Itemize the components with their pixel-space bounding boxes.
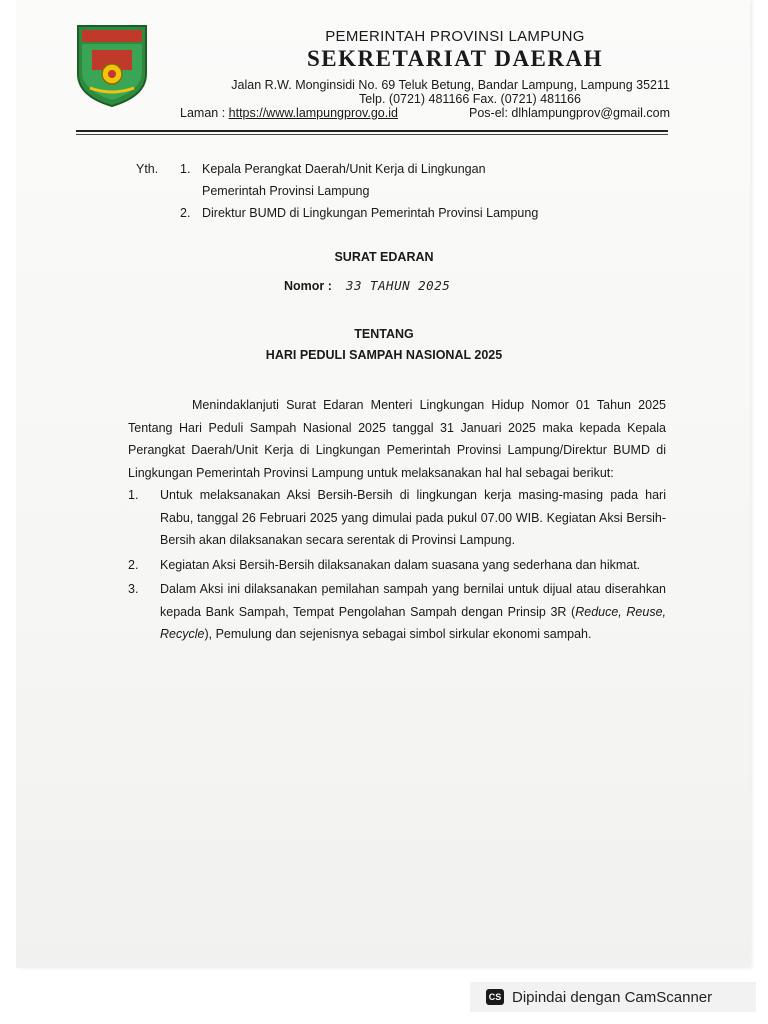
letter-number-label: Nomor : [284, 279, 332, 293]
government-name: PEMERINTAH PROVINSI LAMPUNG [325, 28, 585, 45]
website-label: Laman : [180, 106, 226, 120]
email-address: Pos-el: dlhlampungprov@gmail.com [469, 106, 670, 120]
office-name: SEKRETARIAT DAERAH [306, 46, 604, 71]
office-phone: Telp. (0721) 481166 Fax. (0721) 481166 [359, 92, 581, 106]
list-number: 3. [128, 582, 139, 596]
letterhead-divider-thin [76, 134, 668, 135]
instruction-list [128, 484, 666, 646]
lampung-emblem-logo [74, 22, 150, 108]
recipient-line: Pemerintah Provinsi Lampung [202, 184, 370, 198]
recipient-line: Kepala Perangkat Daerah/Unit Kerja di Lingkungan [202, 162, 486, 176]
list-item [128, 554, 666, 577]
letterhead-divider [76, 130, 668, 132]
office-address: Jalan R.W. Monginsidi No. 69 Teluk Betung, Bandar Lampung, Lampung 35211 [231, 78, 670, 92]
letter-about-label: TENTANG [354, 327, 414, 341]
recipient-salutation: Yth. [136, 162, 159, 176]
office-contacts [180, 106, 670, 120]
website-line [180, 106, 398, 120]
recipient-number: 1. [180, 162, 191, 176]
letter-type: SURAT EDARAN [334, 250, 434, 264]
recipient-line: Direktur BUMD di Lingkungan Pemerintah Provinsi Lampung [202, 206, 539, 220]
list-text: Dalam Aksi ini dilaksanakan pemilahan sampah yang bernilai untuk dijual atau diserahkan kepada Bank Sampah, Tempat Pengolahan Sampah dengan Prinsip 3R (Reduce, Reuse, Recycle), Pemulung dan sejenisnya sebagai simbol sirkular ekonomi sampah. [160, 582, 667, 641]
recipient-number: 2. [180, 206, 191, 220]
recipients-block [136, 158, 676, 224]
list-number: 1. [128, 488, 139, 502]
list-item [128, 484, 666, 552]
list-item [128, 578, 666, 646]
camscanner-watermark [470, 982, 756, 1012]
intro-paragraph: Menindaklanjuti Surat Edaran Menteri Lingkungan Hidup Nomor 01 Tahun 2025 Tentang Hari Peduli Sampah Nasional 2025 tanggal 31 Januari 2025 maka kepada Kepala Perangkat Daerah/Unit Kerja di Lingkungan Pemerintah Provinsi Lampung/Direktur BUMD di Lingkungan Pemerintah Provinsi Lampung untuk melaksanakan hal hal sebagai berikut: [128, 398, 666, 480]
letter-number [284, 278, 450, 293]
letter-subject: HARI PEDULI SAMPAH NASIONAL 2025 [265, 348, 503, 362]
letter-body [128, 394, 666, 646]
list-text: Kegiatan Aksi Bersih-Bersih dilaksanakan dalam suasana yang sederhana dan hikmat. [160, 557, 641, 572]
list-text: Untuk melaksanakan Aksi Bersih-Bersih di lingkungan kerja masing-masing pada hari Rabu, tanggal 26 Februari 2025 yang dimulai pada pukul 07.00 WIB. Kegiatan Aksi Bersih-Bersih akan dilaksanakan secara serentak di Provinsi Lampung. [160, 488, 666, 547]
camscanner-label: Dipindai dengan CamScanner [512, 988, 713, 1006]
list-number: 2. [128, 557, 139, 572]
camscanner-icon: CS [486, 989, 504, 1005]
letter-number-value: 33 TAHUN 2025 [345, 278, 451, 293]
website-link[interactable]: https://www.lampungprov.go.id [228, 106, 398, 120]
letterhead [180, 28, 670, 120]
